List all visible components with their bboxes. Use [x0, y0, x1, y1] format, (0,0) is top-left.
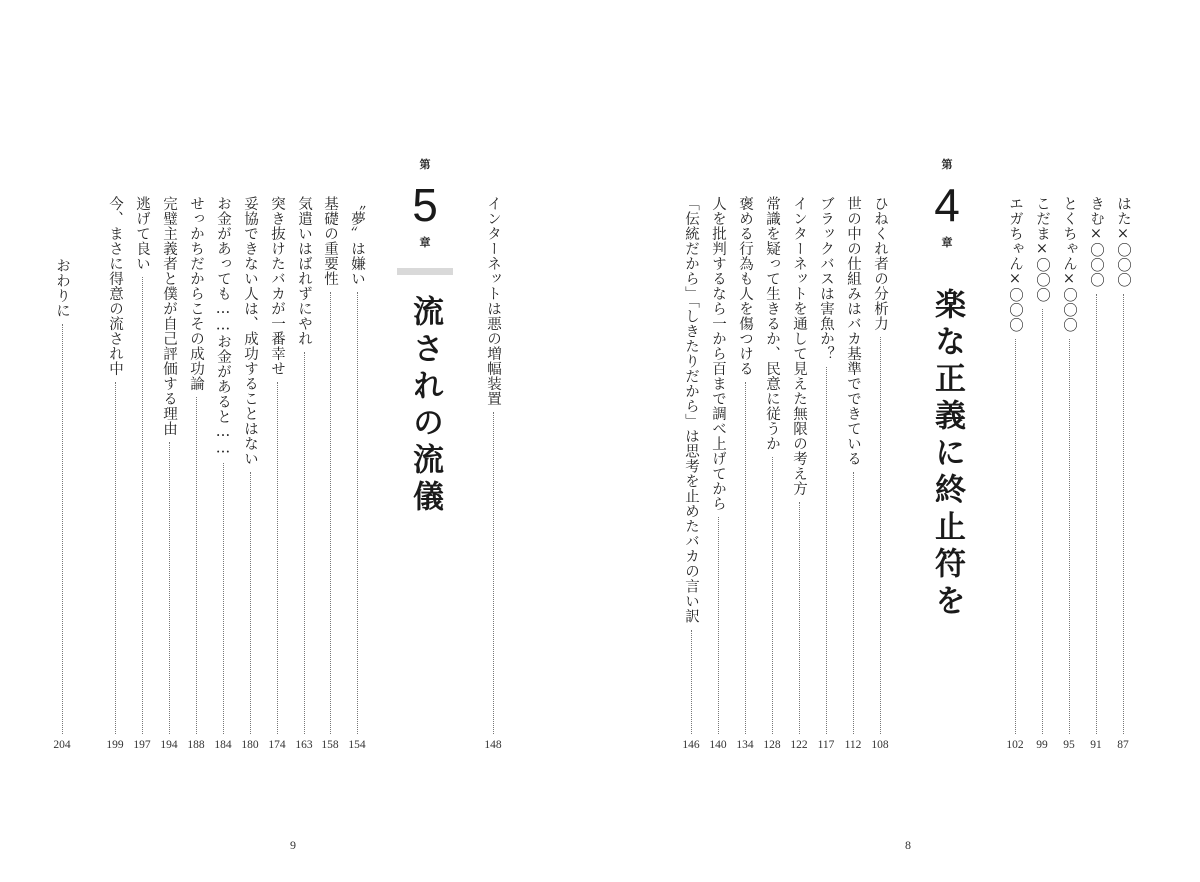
toc-entry-page: 122 [790, 739, 808, 751]
chapter-suffix: 章 [419, 236, 431, 249]
toc-entry-title: 今、まさに得意の流され中 [107, 196, 123, 376]
chapter-title: 流されの流儀 [407, 295, 443, 517]
chapter-suffix: 章 [941, 236, 953, 249]
toc-entry[interactable] [265, 196, 289, 752]
toc-entry-title: 常識を疑って生きるか、民意に従うか [764, 196, 780, 451]
dot-leader [772, 457, 773, 734]
toc-entry[interactable] [238, 196, 262, 752]
toc-entry-page: 102 [1006, 739, 1024, 751]
chapter-prefix: 第 [941, 158, 953, 171]
toc-entry-page: 91 [1090, 739, 1102, 751]
dot-leader [1096, 294, 1097, 735]
toc-entry-title: きむ×〇〇〇 [1088, 196, 1104, 288]
dot-leader [493, 412, 494, 734]
toc-entry[interactable] [157, 196, 181, 752]
chapter-4-heading [917, 158, 977, 621]
dot-leader [115, 382, 116, 734]
toc-entry-page: 128 [763, 739, 781, 751]
toc-entry[interactable] [345, 196, 369, 752]
dot-leader [357, 292, 358, 734]
toc-entry-page: 199 [106, 739, 124, 751]
dot-leader [330, 292, 331, 734]
toc-entry[interactable] [211, 196, 235, 752]
dot-leader [799, 502, 800, 734]
page-number: 9 [290, 838, 296, 852]
dot-leader [1042, 309, 1043, 735]
toc-entry-title: おわりに [54, 258, 70, 318]
chapter-5-heading [395, 158, 455, 618]
toc-entry-title: せっかちだからこその成功論 [188, 196, 204, 391]
toc-entry-page: 154 [348, 739, 366, 751]
toc-entry-page: 87 [1117, 739, 1129, 751]
toc-entry-title: 人を批判するなら一から百まで調べ上げてから [710, 196, 726, 511]
dot-leader [745, 382, 746, 734]
toc-entry-page: 197 [133, 739, 151, 751]
toc-entry-title: 突き抜けたバカが一番幸せ [269, 196, 285, 376]
toc-entry-title: とくちゃん×〇〇〇 [1061, 196, 1077, 333]
toc-entry-page: 108 [871, 739, 889, 751]
dot-leader [304, 352, 305, 734]
toc-entry[interactable] [1003, 196, 1027, 752]
toc-entry[interactable] [706, 196, 730, 752]
toc-entry-page: 174 [268, 739, 286, 751]
toc-entry-page: 180 [241, 739, 259, 751]
toc-entry[interactable] [292, 196, 316, 752]
dot-leader [826, 367, 827, 734]
toc-entry-title: 完璧主義者と僕が自己評価する理由 [161, 196, 177, 436]
toc-entry-title: お金があっても……お金があると…… [215, 196, 231, 457]
chapter-number: 4 [934, 179, 960, 231]
toc-entry-page: 95 [1063, 739, 1075, 751]
toc-entry[interactable] [787, 196, 811, 752]
page-right [600, 0, 1200, 882]
toc-entry[interactable] [481, 196, 505, 752]
toc-entry-page: 117 [817, 739, 835, 751]
toc-entry-title: 「伝統だから」「しきたりだから」は思考を止めたバカの言い訳 [683, 196, 699, 624]
toc-entry-title: ブラックバスは害魚か？ [818, 196, 834, 361]
toc-entry-title: こだま×〇〇〇 [1034, 196, 1050, 303]
toc-entry[interactable] [814, 196, 838, 752]
toc-entry-title: 〝夢〟は嫌い [349, 196, 365, 286]
toc-entry-page: 134 [736, 739, 754, 751]
toc-entry[interactable] [1030, 196, 1054, 752]
toc-entry-page: 184 [214, 739, 232, 751]
toc-entry-page: 146 [682, 739, 700, 751]
dot-leader [277, 382, 278, 734]
toc-entry[interactable] [841, 196, 865, 752]
toc-entry-title: 世の中の仕組みはバカ基準でできている [845, 196, 861, 466]
toc-entry[interactable] [103, 196, 127, 752]
toc-entry-title: インターネットを通して見えた無限の考え方 [791, 196, 807, 496]
dot-leader [1069, 339, 1070, 735]
toc-entry-page: 163 [295, 739, 313, 751]
dot-leader [880, 337, 881, 734]
toc-entry-title: ひねくれ者の分析力 [872, 196, 888, 331]
toc-entry-page: 148 [484, 739, 502, 751]
chapter-prefix: 第 [419, 158, 431, 171]
dot-leader [169, 442, 170, 734]
dot-leader [1015, 339, 1016, 735]
toc-entry[interactable] [130, 196, 154, 752]
toc-entry[interactable] [1084, 196, 1108, 752]
dot-leader [223, 463, 224, 734]
chapter-title: 楽な正義に終止符を [929, 288, 965, 621]
toc-entry-title: インターネットは悪の増幅装置 [485, 196, 501, 406]
toc-entry[interactable] [184, 196, 208, 752]
toc-entry-page: 204 [53, 739, 71, 751]
dot-leader [718, 517, 719, 734]
dot-leader [250, 472, 251, 734]
dot-leader [691, 630, 692, 734]
chapter-number: 5 [412, 179, 438, 231]
dot-leader [1123, 294, 1124, 735]
dot-leader [142, 277, 143, 734]
toc-entry[interactable] [318, 196, 342, 752]
toc-entry[interactable] [50, 258, 74, 752]
page-number: 8 [905, 838, 911, 852]
toc-entry-page: 188 [187, 739, 205, 751]
toc-entry[interactable] [868, 196, 892, 752]
toc-entry-title: はた×〇〇〇 [1115, 196, 1131, 288]
toc-entry-page: 158 [321, 739, 339, 751]
toc-entry[interactable] [679, 196, 703, 752]
toc-entry[interactable] [733, 196, 757, 752]
toc-entry[interactable] [1057, 196, 1081, 752]
chapter-divider [397, 268, 453, 275]
toc-entry-page: 194 [160, 739, 178, 751]
toc-entry-page: 112 [844, 739, 862, 751]
toc-entry-title: 褒める行為も人を傷つける [737, 196, 753, 376]
toc-entry-title: 妥協できない人は、成功することはない [242, 196, 258, 466]
toc-entry-title: 逃げて良い [134, 196, 150, 271]
dot-leader [196, 397, 197, 734]
toc-entry-page: 140 [709, 739, 727, 751]
dot-leader [62, 324, 63, 734]
toc-entry[interactable] [1111, 196, 1135, 752]
toc-entry-title: エガちゃん×〇〇〇 [1007, 196, 1023, 333]
toc-entry-title: 基礎の重要性 [322, 196, 338, 286]
toc-entry-page: 99 [1036, 739, 1048, 751]
toc-entry[interactable] [760, 196, 784, 752]
dot-leader [853, 472, 854, 734]
toc-entry-title: 気遣いはばれずにやれ [296, 196, 312, 346]
